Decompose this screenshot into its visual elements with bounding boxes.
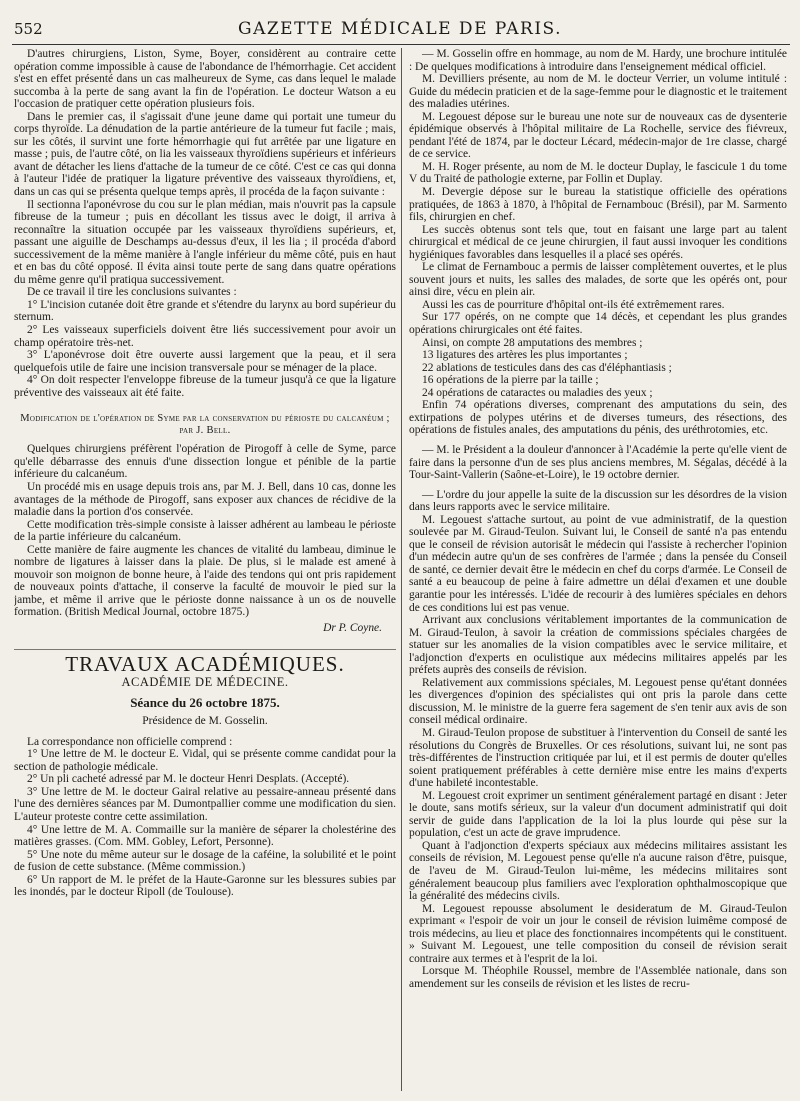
paragraph: M. H. Roger présente, au nom de M. le docteur Duplay, le fascicule 1 du tome V du Traité de pathologie externe, par Follin et Duplay.	[409, 160, 787, 186]
section-heading: TRAVAUX ACADÉMIQUES.	[14, 649, 396, 671]
spacer	[409, 482, 787, 489]
paragraph: Cette modification très-simple consiste à laisser adhérent au lambeau le périoste de la partie inférieure du calcanéum.	[14, 518, 396, 544]
paragraph: La correspondance non officielle comprend :	[27, 735, 233, 748]
paragraph: Lorsque M. Théophile Roussel, membre de l'Assemblée nationale, dans son amendement sur les conseils de révision et les listes de recru-	[409, 965, 787, 990]
paragraph: Relativement aux commissions spéciales, M. Legouest pense qu'étant données les divergences d'opinion des spécialistes qui ont pris la parole dans cette discussion, M. le ministre de la guerre fera sagement de s'en tenir aux avis de son conseil médical ordinaire.	[409, 676, 787, 727]
paragraph: Sur 177 opérés, on ne compte que 14 décès, et cependant les plus grandes opérations chirurgicales ont été faites.	[409, 311, 787, 337]
spacer	[409, 437, 787, 444]
author-signature: Dr P. Coyne.	[323, 621, 382, 634]
correspondence-item: 6° Un rapport de M. le préfet de la Haute-Garonne sur les blessures subies par les inondés, par le docteur Ripoll (de Toulouse).	[14, 873, 396, 899]
paragraph: — M. Gosselin offre en hommage, au nom de M. Hardy, une brochure intitulée : De quelques modifications à introduire dans l'enseignement médical officiel.	[409, 48, 787, 73]
paragraph: — L'ordre du jour appelle la suite de la discussion sur les désordres de la vision dans leurs rapports avec le service militaire.	[409, 488, 787, 514]
paragraph: M. Legouest dépose sur le bureau une note sur de nouveaux cas de dysenterie épidémique observés à l'hôpital militaire de La Rochelle, service des fiévreux, pendant l'été de 1874, par le docteur Lécard, médecin-major de 1re classe, chargé de ce service.	[409, 110, 787, 161]
correspondence-item: 4° Une lettre de M. A. Commaille sur la manière de séparer la cholestérine des matières grasses. (Com. MM. Gobley, Lefort, Personne).	[14, 823, 396, 849]
page-number: 552	[14, 20, 43, 38]
paragraph: Enfin 74 opérations diverses, comprenant des amputations du sein, des extirpations de polypes utérins et de diverses tumeurs, des résections, des opérations de fistules anales, des amputations du pénis, des uréthrotomies, etc.	[409, 399, 787, 437]
correspondence-item: 2° Un pli cacheté adressé par M. le docteur Henri Desplats. (Accepté).	[27, 773, 350, 786]
conclusion-item: 1° L'incision cutanée doit être grande et s'étendre du larynx au bord supérieur du sternum.	[14, 298, 396, 324]
left-column	[14, 48, 396, 1096]
paragraph: Quelques chirurgiens préfèrent l'opération de Pirogoff à celle de Syme, parce qu'elle débarrasse des ennuis d'une dissection longue et pénible de la partie inférieure du calcanéum.	[14, 443, 396, 481]
paragraph: Les succès obtenus sont tels que, tout en faisant une large part au talent chirurgical et médical de ce jeune chirurgien, il faut aussi invoquer les conditions hygiéniques favorables dans lesquelles il a placé ses opérés.	[409, 223, 787, 261]
right-column	[409, 48, 787, 1096]
paragraph: M. Legouest s'attache surtout, au point de vue administratif, de la question soulevée par M. Giraud-Teulon. Suivant lui, le Conseil de santé n'a pas entendu que le conseil de révision autorisât le médecin qui l'assiste à rechercher l'opinion d'un médecin autre qu'un de ses confrères de l'armée ; dans la pensée du Conseil de santé, ce dernier devait être le médecin en chef du corps d'armée. Le Conseil de santé a eu beaucoup de peine à faire admettre un délai d'examen et une double garantie pour les intéressés. L'idée de recourir à des lumières spéciales en dehors de ces conditions lui est pas venue.	[409, 513, 787, 614]
conclusion-item: 4° On doit respecter l'enveloppe fibreuse de la tumeur jusqu'à ce que la ligature préventive des vaisseaux ait été faite.	[14, 374, 396, 399]
paragraph: Le climat de Fernambouc a permis de laisser complètement ouvertes, et le plus souvent jours et nuits, les salles des malades, de sorte que les opérés ont, pour ainsi dire, vécu en plein air.	[409, 261, 787, 299]
paragraph: M. Devergie dépose sur le bureau la statistique officielle des opérations pratiquées, de 1863 à 1870, à l'hôpital de Fernambouc (Brésil), par M. Sarmento fils, chirurgien en chef.	[409, 186, 787, 224]
paragraph: D'autres chirurgiens, Liston, Syme, Boyer, considèrent au contraire cette opération comme impossible à cause de l'abondance de l'hémorrhagie. Cet accident s'est en effet présenté dans un cas malheureux de Syme, cas dans lequel le malade succomba à la perte de sang avant la fin de l'opération. Le docteur Watson a eu l'occasion de pratiquer cette opération plusieurs fois.	[14, 48, 396, 111]
paragraph: Cette manière de faire augmente les chances de vitalité du lambeau, diminue le nombre de ligatures à laisser dans la plaie. De plus, si le malade est amené à mouvoir son moignon de bonne heure, à l'aide des tendons qui ont pris rapidement de nouveaux points d'attache, il conserve la faculté de mouvoir le pied sur la jambe, et même il arrive que le périoste donne naissance à un os de nouvelle formation. (British Medical Journal, octobre 1875.)	[14, 543, 396, 619]
paragraph: — M. le Président a la douleur d'annoncer à l'Académie la perte qu'elle vient de faire dans la personne d'un de ses plus anciens membres, M. Ségalas, décédé à la Tour-Saint-Vallerin (Saône-et-Loire), le 19 octobre dernier.	[409, 443, 787, 482]
correspondence-item: 5° Une note du même auteur sur le dosage de la caféine, la solubilité et le point de fusion de cette substance. (Même commission.)	[14, 848, 396, 874]
list-item: 22 ablations de testicules dans des cas d'éléphantiasis ;	[422, 361, 672, 374]
correspondence-item: 1° Une lettre de M. le docteur E. Vidal, qui se présente comme candidat pour la section de pathologie médicale.	[14, 748, 396, 773]
list-item: 16 opérations de la pierre par la taille ;	[422, 374, 599, 387]
paragraph: Arrivant aux conclusions véritablement importantes de la communication de M. Giraud-Teulon, à savoir la création de commissions spéciales chargées de statuer sur les anomalies de la vision compatibles avec le service militaire, et l'adjonction d'experts en oculistique aux médecins militaires appelés par les préfets auprès des conseils de révision.	[409, 614, 787, 677]
paragraph: Dans le premier cas, il s'agissait d'une jeune dame qui portait une tumeur du corps thyroïde. La dénudation de la partie antérieure de la tumeur fut facile ; mais, sur les côtés, il survint une forte hémorrhagie qui fut arrêtée par une ligature en masse ; puis, de l'autre côté, on lia les vaisseaux thyroïdiens supérieurs et inférieurs avant de détacher les liens d'attache de la tumeur de ce côté. C'est ce cas qui donna à l'auteur l'idée de pratiquer la ligature préventive des vaisseaux thyroïdiens, et, dans un cas qui se présenta quelque temps après, il procéda de la façon suivante :	[14, 110, 396, 199]
section-title: Modification de l'opération de Syme par la conservation du périoste du calcanéum ; par J. Bell.	[20, 413, 390, 437]
subsection-heading: ACADÉMIE DE MÉDECINE.	[121, 675, 289, 690]
column-divider	[401, 48, 402, 1091]
header-rule	[12, 44, 790, 45]
conclusion-item: 2° Les vaisseaux superficiels doivent être liés successivement pour avoir un champ opératoire très-net.	[14, 324, 396, 349]
paragraph: M. Giraud-Teulon propose de substituer à l'intervention du Conseil de santé les résolutions du Congrès de Bruxelles. Or ces résolutions, suivant lui, ne sont pas très-différentes de l'instruction critiquée par lui, et il est permis de douter qu'elles soient pratiquement préférables à cette dernière mise entre les mains d'experts d'une habileté incontestable.	[409, 726, 787, 790]
conclusion-item: 3° L'aponévrose doit être ouverte aussi largement que la peau, et il sera quelquefois utile de faire une incision transversale pour se ménager de la place.	[14, 349, 396, 374]
presidency: Présidence de M. Gosselin.	[142, 715, 268, 728]
paragraph: Un procédé mis en usage depuis trois ans, par M. J. Bell, dans 10 cas, donne les avantages de la méthode de Pirogoff, sans exposer aux chances de récidive de la maladie dans la portion d'os conservée.	[14, 480, 396, 519]
paragraph: M. Devilliers présente, au nom de M. le docteur Verrier, un volume intitulé : Guide du médecin praticien et de la sage-femme pour le diagnostic et le traitement des maladies utérines.	[409, 73, 787, 111]
list-item: 24 opérations de cataractes ou maladies des yeux ;	[422, 386, 653, 399]
paragraph: M. Legouest repousse absolument le desideratum de M. Giraud-Teulon exprimant « l'espoir de voir un jour le conseil de révision luimême composé de trois médecins, au lieu et place des fonctionnaires incompétents qui le constituent. » Suivant M. Legouest, une telle composition du conseil de révision serait contraire aux termes et à l'esprit de la loi.	[409, 902, 787, 965]
list-item: 13 ligatures des artères les plus importantes ;	[422, 349, 628, 362]
paragraph: Quant à l'adjonction d'experts spéciaux aux médecins militaires assistant les conseils de révision, M. Legouest pense qu'elle n'a aucune raison d'être, puisque, de l'aveu de M. Giraud-Teulon lui-même, les médecins militaires sont généralement beaucoup plus familiers avec l'exploration ophthalmoscopique que la généralité des médecins civils.	[409, 839, 787, 903]
paragraph: De ce travail il tire les conclusions suivantes :	[27, 286, 237, 299]
paragraph: Ainsi, on compte 28 amputations des membres ;	[422, 336, 643, 349]
session-date: Séance du 26 octobre 1875.	[130, 694, 280, 710]
paragraph: Il sectionna l'aponévrose du cou sur le plan médian, mais n'ouvrit pas la capsule fibreuse de la tumeur ; puis en décollant les tissus avec le doigt, il arriva à reconnaître la situation occupée par les vaisseaux thyroïdiens supérieurs, et, passant une aiguille de Deschamps au-dessus d'eux, il les lia ; il procéda d'abord successivement de la même manière à l'angle inférieur du même côté, puis en haut et en bas du côté opposé. Il évita ainsi toute perte de sang dans quatre opérations du même genre qu'il pratiqua successivement.	[14, 198, 396, 286]
correspondence-item: 3° Une lettre de M. le docteur Gairal relative au pessaire-anneau présenté dans l'une des dernières séances par M. Dumontpallier comme une modification du sien. L'auteur proteste contre cette assimilation.	[14, 785, 396, 823]
journal-title: GAZETTE MÉDICALE DE PARIS.	[238, 19, 562, 39]
paragraph: Aussi les cas de pourriture d'hôpital ont-ils été extrêmement rares.	[422, 298, 725, 311]
paragraph: M. Legouest croit exprimer un sentiment généralement partagé en disant : Jeter le doute, sans motifs sérieux, sur la valeur d'un document administratif qui doit servir de guide dans l'application de la loi la plus lourde qui pèse sur la population, c'est un acte de grave imprudence.	[409, 789, 787, 840]
